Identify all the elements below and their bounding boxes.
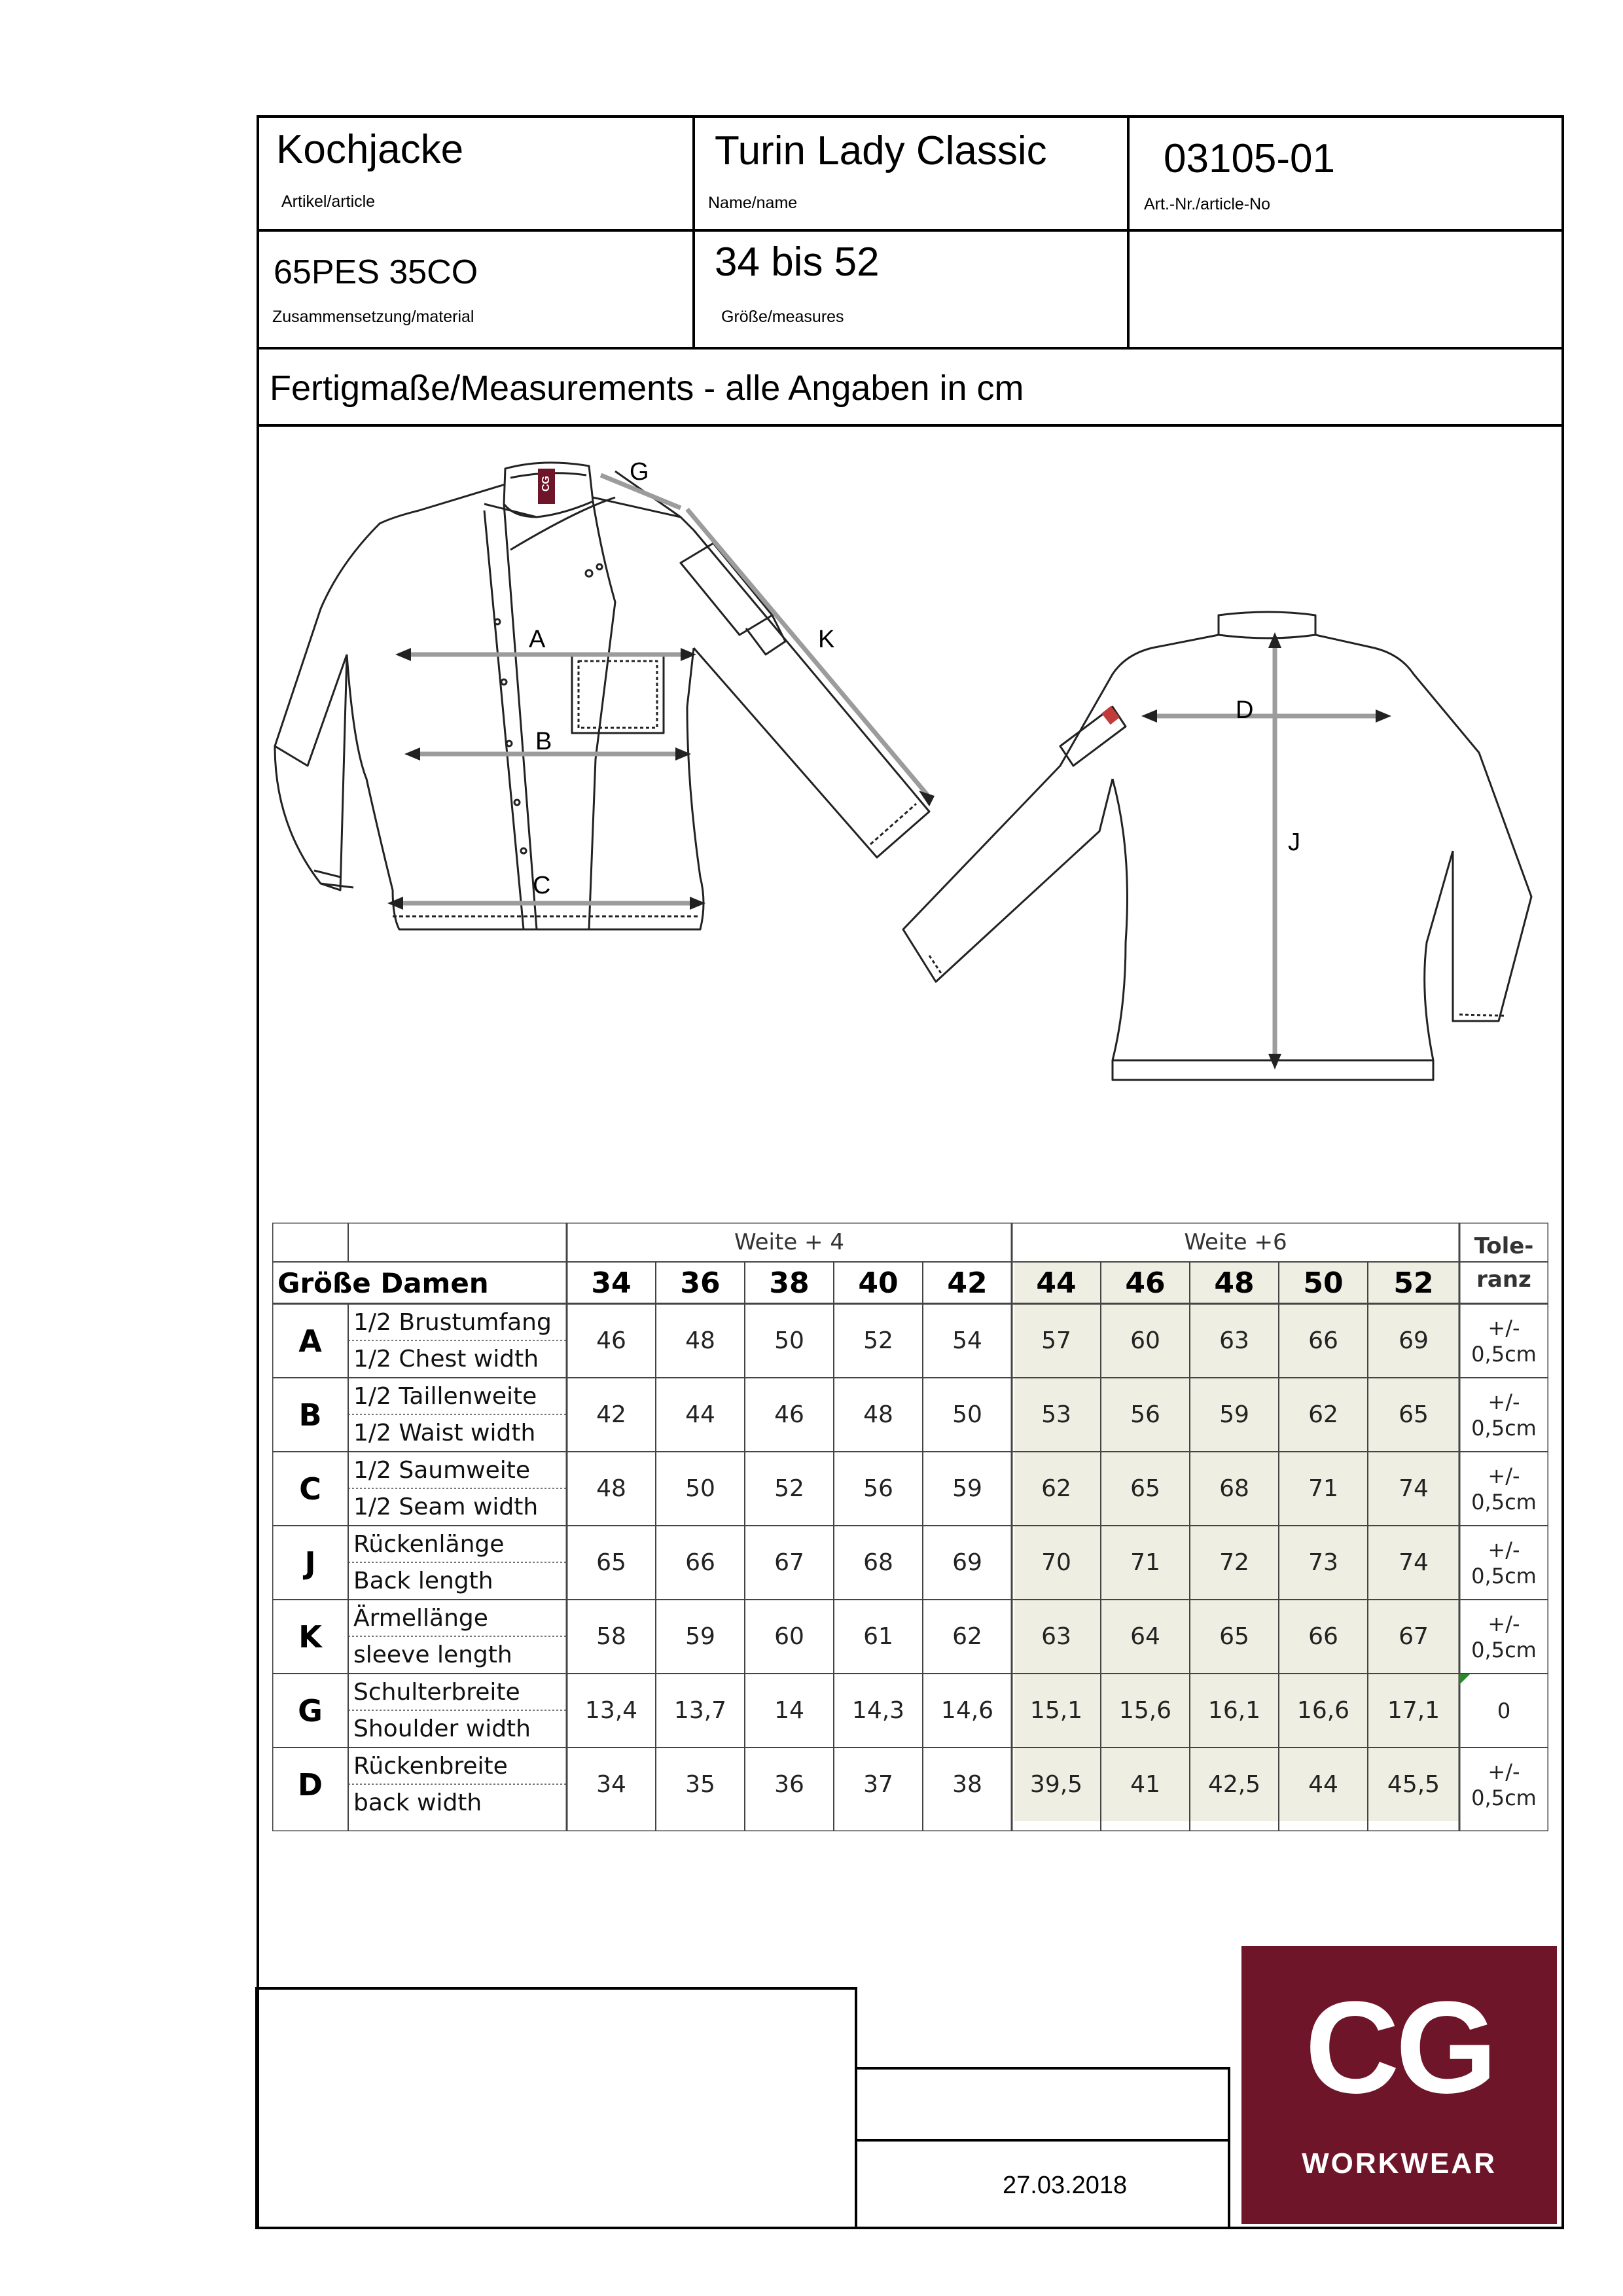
- tolerance-cell: [1459, 1304, 1548, 1378]
- tolerance-cell: [1459, 1600, 1548, 1674]
- table-cell: 41: [1130, 1771, 1160, 1798]
- row-label-en: 1/2 Seam width: [353, 1494, 539, 1520]
- table-cell: 68: [863, 1549, 893, 1576]
- table-cell: 59: [952, 1475, 982, 1502]
- cg-workwear-logo: [1241, 1946, 1557, 2224]
- row-letter: K: [298, 1619, 322, 1655]
- table-cell: 50: [952, 1401, 982, 1428]
- size-52: 52: [1393, 1266, 1434, 1300]
- table-cell: 46: [596, 1327, 626, 1354]
- table-cell: 65: [596, 1549, 626, 1576]
- footer-box-left: [255, 1987, 857, 2229]
- back-jacket-outline: [903, 612, 1531, 1080]
- table-cell: 70: [1041, 1549, 1071, 1576]
- table-cell: 48: [596, 1475, 626, 1502]
- row-label-en: back width: [353, 1789, 482, 1816]
- table-cell: 42,5: [1207, 1771, 1261, 1798]
- table-cell: 16,1: [1207, 1697, 1261, 1724]
- table-cell: 61: [863, 1623, 893, 1650]
- row-label-en: sleeve length: [353, 1641, 512, 1668]
- table-cell: 67: [774, 1549, 804, 1576]
- row-label-de: 1/2 Taillenweite: [353, 1382, 537, 1410]
- tolerance-line: +/-: [1488, 1315, 1520, 1340]
- table-cell: 62: [952, 1623, 982, 1650]
- table-cell: 16,6: [1296, 1697, 1350, 1724]
- tolerance-line: +/-: [1488, 1759, 1520, 1784]
- table-cell: 15,1: [1029, 1697, 1083, 1724]
- size-46: 46: [1125, 1266, 1166, 1300]
- table-cell: 60: [1130, 1327, 1160, 1354]
- table-cell: 48: [685, 1327, 715, 1354]
- tolerance-cell: [1459, 1674, 1548, 1748]
- article-no-value: 03105-01: [1164, 136, 1336, 181]
- name-label: Name/name: [708, 194, 798, 212]
- tolerance-line: +/-: [1488, 1463, 1520, 1488]
- row-letter: J: [304, 1545, 316, 1581]
- tolerance-header-line-1: Tole-: [1474, 1233, 1534, 1259]
- table-cell: 48: [863, 1401, 893, 1428]
- table-cell: 65: [1130, 1475, 1160, 1502]
- tolerance-cell: [1459, 1452, 1548, 1526]
- size-42: 42: [947, 1266, 988, 1300]
- name-value: Turin Lady Classic: [715, 128, 1047, 173]
- table-cell: 62: [1308, 1401, 1338, 1428]
- row-label-de: 1/2 Saumweite: [353, 1456, 531, 1484]
- table-cell: 66: [1308, 1327, 1338, 1354]
- size-38: 38: [769, 1266, 810, 1300]
- table-cell: 65: [1399, 1401, 1429, 1428]
- table-cell: 63: [1219, 1327, 1249, 1354]
- footer-line-2: [856, 2139, 1229, 2142]
- size-44: 44: [1036, 1266, 1077, 1300]
- tolerance-line: 0,5cm: [1471, 1415, 1537, 1441]
- size-48: 48: [1214, 1266, 1255, 1300]
- table-cell: 58: [596, 1623, 626, 1650]
- table-cell: 52: [774, 1475, 804, 1502]
- back-brand-tag: [1101, 706, 1120, 725]
- table-cell: 39,5: [1029, 1771, 1083, 1798]
- table-cell: 74: [1399, 1475, 1429, 1502]
- table-cell: 50: [685, 1475, 715, 1502]
- label-K: K: [818, 626, 835, 653]
- tolerance-cell: [1459, 1378, 1548, 1452]
- table-cell: 42: [596, 1401, 626, 1428]
- table-cell: 64: [1130, 1623, 1160, 1650]
- tolerance-line: +/-: [1488, 1611, 1520, 1636]
- tolerance-line: 0,5cm: [1471, 1341, 1537, 1367]
- row-label-de: Schulterbreite: [353, 1678, 520, 1706]
- size-table: [272, 1223, 1548, 1831]
- table-cell: 17,1: [1387, 1697, 1440, 1724]
- tolerance-line: 0: [1497, 1698, 1511, 1723]
- logo-subtext: WORKWEAR: [1302, 2147, 1497, 2179]
- table-cell: 53: [1041, 1401, 1071, 1428]
- footer-line-1: [856, 2067, 1229, 2070]
- table-cell: 74: [1399, 1549, 1429, 1576]
- size-40: 40: [858, 1266, 899, 1300]
- tolerance-line: 0,5cm: [1471, 1785, 1537, 1810]
- label-C: C: [533, 872, 551, 899]
- row-label-de: Rückenbreite: [353, 1752, 508, 1780]
- row-letter: B: [298, 1397, 322, 1433]
- table-cell: 13,7: [673, 1697, 727, 1724]
- measure-line-K: [687, 509, 929, 797]
- material-label: Zusammensetzung/material: [272, 308, 474, 326]
- size-36: 36: [680, 1266, 721, 1300]
- tolerance-header-line-2: ranz: [1476, 1266, 1531, 1293]
- table-cell: 36: [774, 1771, 804, 1798]
- table-cell: 62: [1041, 1475, 1071, 1502]
- tolerance-line: 0,5cm: [1471, 1563, 1537, 1588]
- table-cell: 73: [1308, 1549, 1338, 1576]
- tolerance-cell: [1459, 1748, 1548, 1821]
- table-cell: 66: [1308, 1623, 1338, 1650]
- table-cell: 34: [596, 1771, 626, 1798]
- table-cell: 57: [1041, 1327, 1071, 1354]
- table-cell: 44: [685, 1401, 715, 1428]
- article-label: Artikel/article: [281, 192, 376, 211]
- table-cell: 14,3: [851, 1697, 905, 1724]
- table-cell: 54: [952, 1327, 982, 1354]
- table-cell: 60: [774, 1623, 804, 1650]
- measurements-title: Fertigmaße/Measurements - alle Angaben in cm: [270, 368, 1024, 408]
- table-cell: 63: [1041, 1623, 1071, 1650]
- material-value: 65PES 35CO: [274, 253, 478, 291]
- row-letter: D: [297, 1767, 323, 1803]
- front-jacket-outline: [275, 463, 929, 929]
- tolerance-line: +/-: [1488, 1389, 1520, 1414]
- label-A: A: [529, 626, 546, 653]
- size-50: 50: [1303, 1266, 1344, 1300]
- table-cell: 14: [774, 1697, 804, 1724]
- table-cell: 69: [952, 1549, 982, 1576]
- row-label-en: 1/2 Waist width: [353, 1420, 536, 1446]
- row-letter: A: [298, 1323, 322, 1359]
- table-cell: 44: [1308, 1771, 1338, 1798]
- row-label-en: Shoulder width: [353, 1715, 531, 1742]
- article-value: Kochjacke: [276, 127, 464, 172]
- label-G: G: [630, 458, 649, 486]
- article-no-label: Art.-Nr./article-No: [1144, 195, 1271, 213]
- label-D: D: [1236, 696, 1254, 724]
- logo-text: CG: [1305, 1975, 1493, 2121]
- table-cell: 69: [1399, 1327, 1429, 1354]
- table-cell: 71: [1130, 1549, 1160, 1576]
- tolerance-line: 0,5cm: [1471, 1637, 1537, 1662]
- table-cell: 56: [1130, 1401, 1160, 1428]
- tolerance-line: +/-: [1488, 1537, 1520, 1562]
- table-cell: 35: [685, 1771, 715, 1798]
- table-cell: 13,4: [584, 1697, 638, 1724]
- tolerance-line: 0,5cm: [1471, 1489, 1537, 1515]
- row-label-de: Ärmellänge: [353, 1604, 488, 1632]
- sizes-label: Größe/measures: [721, 308, 844, 326]
- table-cell: 72: [1219, 1549, 1249, 1576]
- group-header-weite-4: Weite + 4: [734, 1229, 844, 1255]
- table-cell: 50: [774, 1327, 804, 1354]
- table-cell: 68: [1219, 1475, 1249, 1502]
- footer-line-3: [1228, 2067, 1230, 2229]
- tolerance-header: [1459, 1223, 1548, 1304]
- row-label-de: Rückenlänge: [353, 1530, 505, 1558]
- table-cell: 67: [1399, 1623, 1429, 1650]
- table-cell: 15,6: [1118, 1697, 1172, 1724]
- front-brand-tag-text: CG: [541, 476, 552, 492]
- sizes-value: 34 bis 52: [715, 240, 880, 285]
- table-cell: 59: [685, 1623, 715, 1650]
- group-header-weite-6: Weite +6: [1184, 1229, 1287, 1255]
- row-label-en: 1/2 Chest width: [353, 1346, 539, 1372]
- row-letter: C: [299, 1471, 321, 1507]
- table-cell: 56: [863, 1475, 893, 1502]
- table-cell: 59: [1219, 1401, 1249, 1428]
- table-cell: 65: [1219, 1623, 1249, 1650]
- row-label-de: 1/2 Brustumfang: [353, 1308, 552, 1336]
- table-cell: 38: [952, 1771, 982, 1798]
- size-34: 34: [591, 1266, 632, 1300]
- table-cell: 66: [685, 1549, 715, 1576]
- table-cell: 46: [774, 1401, 804, 1428]
- table-cell: 45,5: [1387, 1771, 1440, 1798]
- row-label-en: Back length: [353, 1568, 493, 1594]
- tolerance-cell: [1459, 1526, 1548, 1600]
- table-cell: 14,6: [940, 1697, 994, 1724]
- label-B: B: [535, 728, 552, 755]
- table-cell: 37: [863, 1771, 893, 1798]
- label-J: J: [1288, 829, 1300, 856]
- row-letter: G: [298, 1693, 323, 1729]
- corner-label: Größe Damen: [277, 1266, 489, 1299]
- table-cell: 52: [863, 1327, 893, 1354]
- table-cell: 71: [1308, 1475, 1338, 1502]
- footer-date: 27.03.2018: [1003, 2172, 1128, 2199]
